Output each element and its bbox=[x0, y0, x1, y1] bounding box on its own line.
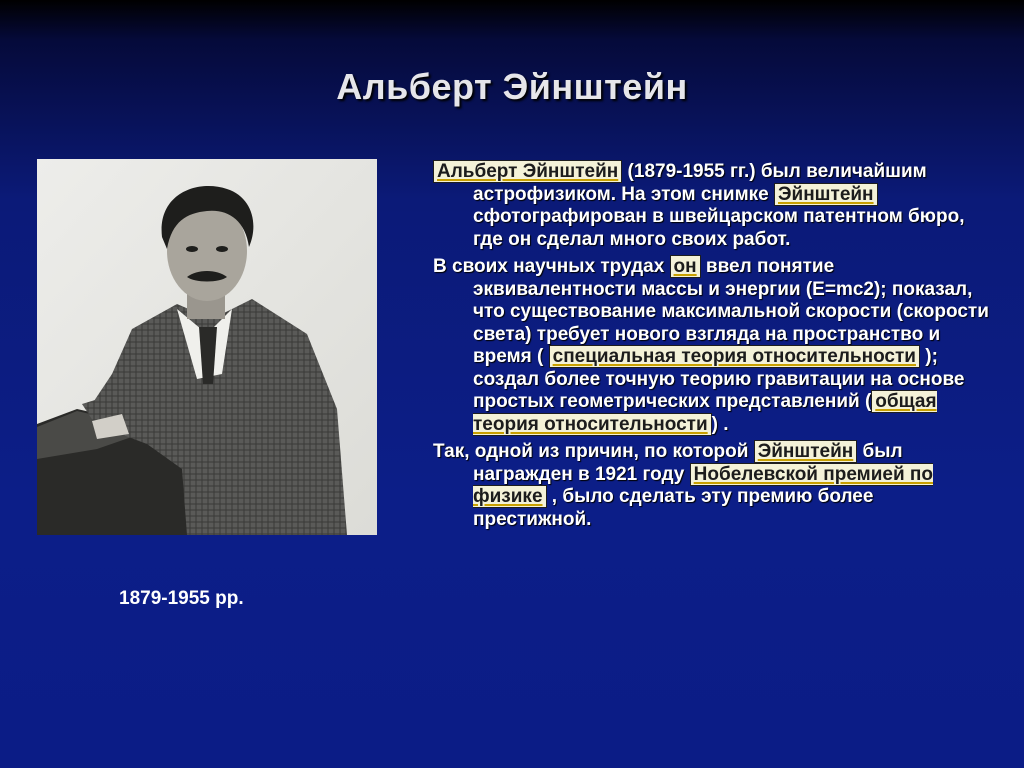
text-segment: Так, одной из причин, по которой bbox=[433, 441, 754, 462]
link-einstein-2[interactable]: Эйнштейн bbox=[754, 440, 858, 463]
text-segment: ); создал более точную теорию гравитации на основе простых геометрических представлений ( bbox=[473, 346, 965, 412]
slide-title: Альберт Эйнштейн bbox=[336, 66, 688, 107]
paragraph-3 bbox=[433, 441, 993, 531]
text-segment: сфотографирован в швейцарском патентном бюро, где он сделал много своих работ. bbox=[473, 206, 965, 250]
link-albert-einstein[interactable]: Альберт Эйнштейн bbox=[433, 160, 622, 183]
text-segment: В своих научных трудах bbox=[433, 256, 670, 277]
paragraph-1 bbox=[433, 161, 993, 251]
link-special-relativity[interactable]: специальная теория относительности bbox=[549, 345, 920, 368]
text-segment: ) . bbox=[711, 413, 729, 435]
link-nobel-prize[interactable]: Нобелевской премией по физике bbox=[473, 463, 934, 507]
einstein-photo bbox=[37, 159, 377, 535]
text-segment: был награжден в 1921 году bbox=[473, 441, 903, 485]
link-einstein[interactable]: Эйнштейн bbox=[774, 183, 878, 206]
text-segment: (1879-1955 гг.) был величайшим астрофизиком. На этом снимке bbox=[473, 161, 927, 205]
link-general-relativity[interactable]: общая теория относительности bbox=[473, 391, 937, 435]
photo-caption: 1879-1955 рр. bbox=[119, 588, 244, 609]
link-on[interactable]: он bbox=[670, 255, 701, 278]
text-segment: ввел понятие эквивалентности массы и энергии (E=mc2); показал, что существование максимальной скорости (скорости света) требует нового взгляда на пространство и время ( bbox=[473, 256, 989, 367]
slide-body bbox=[433, 161, 993, 536]
text-segment: , было сделать эту премию более престижной. bbox=[473, 486, 874, 530]
paragraph-2 bbox=[433, 256, 993, 436]
